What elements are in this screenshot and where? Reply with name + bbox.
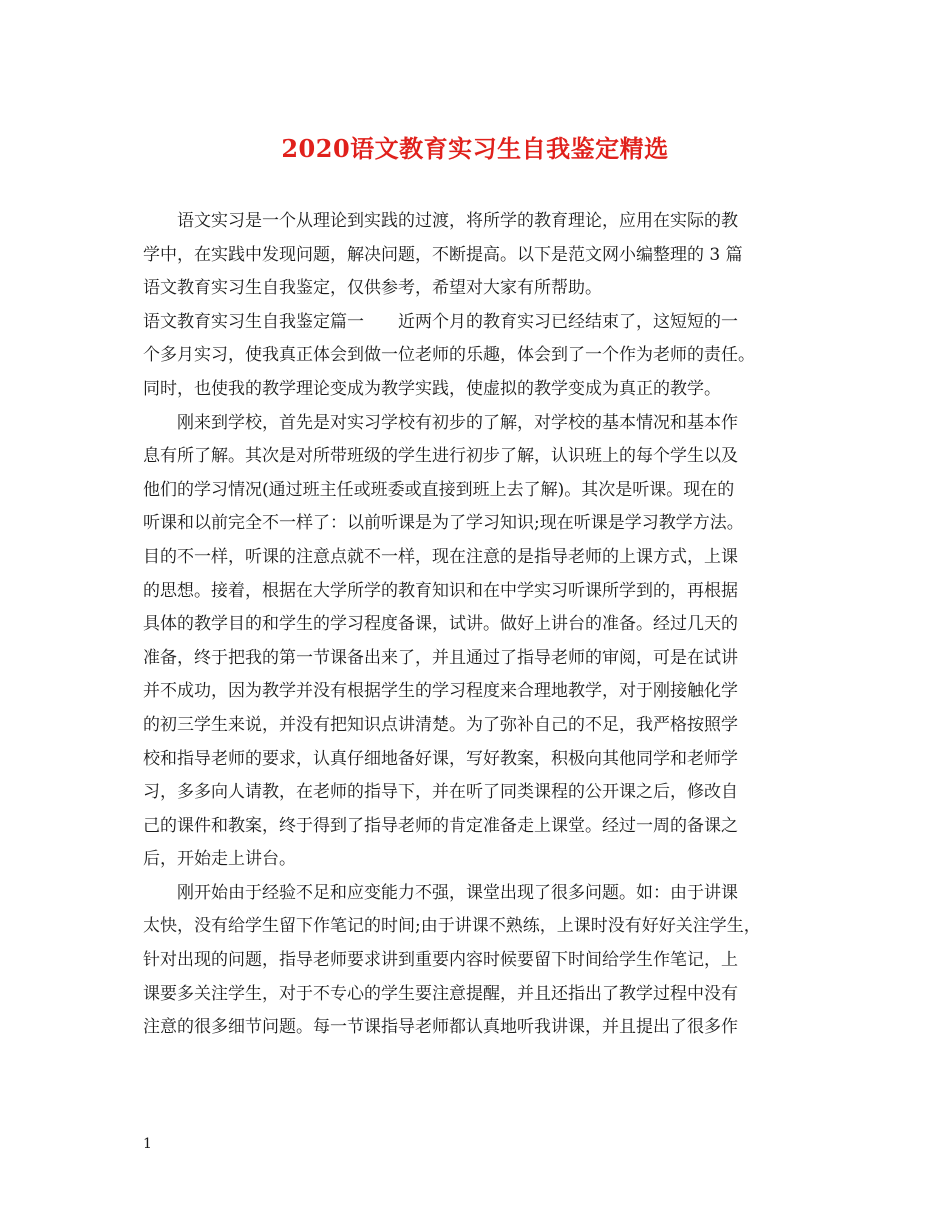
body-text-line: 刚开始由于经验不足和应变能力不强，课堂出现了很多问题。如：由于讲课 — [177, 882, 738, 903]
document-body — [143, 205, 819, 1045]
body-text-line: 语文教育实习生自我鉴定篇一 近两个月的教育实习已经结束了，这短短的一 — [143, 311, 738, 332]
body-text-line: 校和指导老师的要求，认真仔细地备好课，写好教案，积极向其他同学和老师学 — [143, 748, 738, 769]
body-text-line: 习，多多向人请教，在老师的指导下，并在听了同类课程的公开课之后，修改自 — [143, 782, 738, 803]
body-text-line: 的思想。接着，根据在大学所学的教育知识和在中学实习听课所学到的，再根据 — [143, 580, 738, 601]
body-text-line: 太快，没有给学生留下作笔记的时间;由于讲课不熟练，上课时没有好好关注学生， — [143, 916, 761, 937]
body-text-line: 准备，终于把我的第一节课备出来了，并且通过了指导老师的审阅，可是在试讲 — [143, 647, 738, 668]
body-text-line: 课要多关注学生，对于不专心的学生要注意提醒，并且还指出了教学过程中没有 — [143, 983, 738, 1004]
body-text-line: 他们的学习情况(通过班主任或班委或直接到班上去了解)。其次是听课。现在的 — [143, 479, 735, 500]
body-text-line: 并不成功，因为教学并没有根据学生的学习程度来合理地教学，对于刚接触化学 — [143, 681, 738, 702]
body-text-line: 息有所了解。其次是对所带班级的学生进行初步了解，认识班上的每个学生以及 — [143, 446, 738, 467]
body-text-line: 语文实习是一个从理论到实践的过渡，将所学的教育理论，应用在实际的教 — [177, 211, 738, 231]
body-text-line: 针对出现的问题，指导老师要求讲到重要内容时候要留下时间给学生作笔记，上 — [143, 950, 738, 971]
document-title: 2020语文教育实习生自我鉴定精选 — [281, 134, 669, 163]
body-text-line: 目的不一样，听课的注意点就不一样，现在注意的是指导老师的上课方式，上课 — [143, 546, 738, 567]
body-text-line: 后，开始走上讲台。 — [143, 849, 296, 870]
body-text-line: 的初三学生来说，并没有把知识点讲清楚。为了弥补自己的不足，我严格按照学 — [143, 714, 738, 735]
body-text-line: 听课和以前完全不一样了：以前听课是为了学习知识;现在听课是学习教学方法。 — [143, 513, 744, 534]
body-text-line: 具体的教学目的和学生的学习程度备课，试讲。做好上讲台的准备。经过几天的 — [143, 614, 738, 635]
body-text-line: 己的课件和教案，终于得到了指导老师的肯定准备走上课堂。经过一周的备课之 — [143, 815, 738, 836]
body-text-line: 同时，也使我的教学理论变成为教学实践，使虚拟的教学变成为真正的教学。 — [143, 378, 721, 399]
body-text-line: 学中，在实践中发现问题，解决问题，不断提高。以下是范文网小编整理的 3 篇 — [143, 244, 743, 265]
page-number: 1 — [143, 1136, 152, 1152]
body-text-line: 刚来到学校，首先是对实习学校有初步的了解，对学校的基本情况和基本作 — [177, 412, 738, 433]
body-text-line: 语文教育实习生自我鉴定，仅供参考，希望对大家有所帮助。 — [143, 278, 602, 299]
body-text-line: 个多月实习，使我真正体会到做一位老师的乐趣，体会到了一个作为老师的责任。 — [143, 345, 755, 366]
body-text-line: 注意的很多细节问题。每一节课指导老师都认真地听我讲课，并且提出了很多作 — [143, 1017, 738, 1038]
